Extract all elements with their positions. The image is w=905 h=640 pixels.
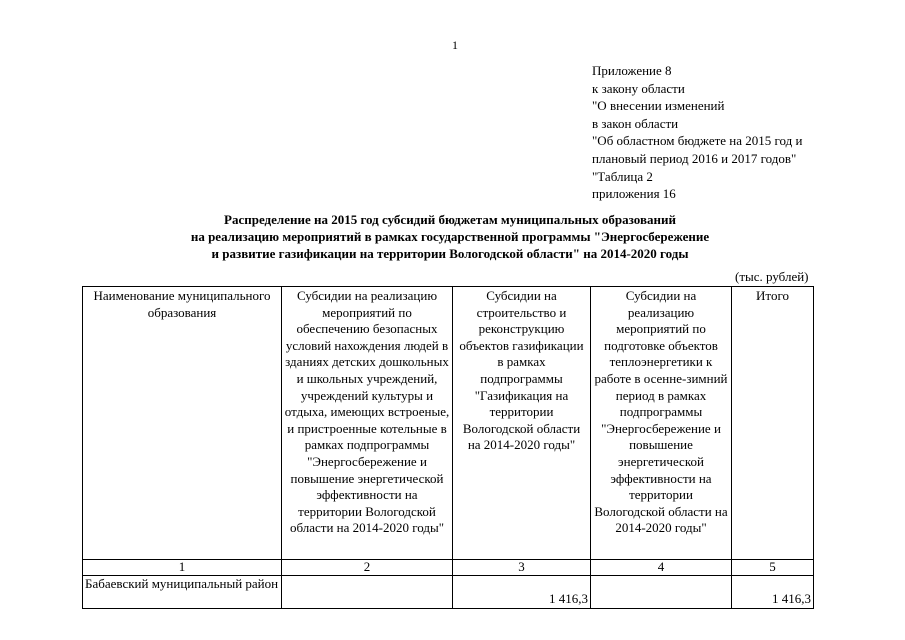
column-number: 5	[732, 560, 814, 576]
appendix-line: плановый период 2016 и 2017 годов"	[592, 150, 797, 166]
appendix-line: Приложение 8	[592, 63, 672, 78]
header-total: Итого	[732, 287, 814, 560]
appendix-line: "О внесении изменений	[592, 98, 725, 114]
title-line: и развитие газификации на территории Вологодской области" на 2014-2020 годы	[211, 246, 689, 262]
document-title	[150, 211, 750, 263]
gasification-subsidy-value: 1 416,3	[453, 576, 591, 609]
subsidy-table	[82, 286, 814, 609]
column-number: 4	[591, 560, 732, 576]
units-label: (тыс. рублей)	[735, 269, 809, 284]
page-number: 1	[452, 38, 458, 52]
heat-power-subsidy-value	[591, 576, 732, 609]
table-row	[83, 576, 814, 609]
safety-subsidy-value	[282, 576, 453, 609]
appendix-line: приложения 16	[592, 186, 676, 202]
column-number-row	[83, 560, 814, 576]
appendix-reference	[592, 62, 803, 203]
header-heat-power-subsidies: Субсидии на реализацию мероприятий по подготовке объектов теплоэнергетики к работе в осенне-зимний период в рамках подпрограммы "Энергосбережение и повышение энергетической эффективности на территории Вологодской области на 2014-2020 годы"	[591, 287, 732, 560]
title-line: Распределение на 2015 год субсидий бюджетам муниципальных образований	[224, 212, 676, 227]
header-safety-subsidies: Субсидии на реализацию мероприятий по обеспечению безопасных условий нахождения людей в зданиях детских дошкольных и школьных учреждений, учреждений культуры и отдыха, имеющих встроеные, и пристроенные котельные в рамках подпрограммы "Энергосбережение и повышение энергетической эффективности на территории Вологодской области на 2014-2020 годы"	[282, 287, 453, 560]
appendix-line: к закону области	[592, 80, 685, 96]
appendix-line: "Об областном бюджете на 2015 год и	[592, 133, 803, 149]
header-municipality: Наименование муниципального образования	[83, 287, 282, 560]
municipality-name: Бабаевский муниципальный район	[83, 576, 282, 609]
column-number: 3	[453, 560, 591, 576]
table-header-row	[83, 287, 814, 560]
appendix-line: "Таблица 2	[592, 168, 653, 184]
title-line: на реализацию мероприятий в рамках государственной программы "Энергосбережение	[190, 229, 710, 245]
header-gasification-subsidies: Субсидии на строительство и реконструкцию объектов газификации в рамках подпрограммы "Газификация на территории Вологодской области на 2014-2020 годы"	[453, 287, 591, 560]
total-value: 1 416,3	[732, 576, 814, 609]
appendix-line: в закон области	[592, 115, 679, 131]
column-number: 2	[282, 560, 453, 576]
column-number: 1	[83, 560, 282, 576]
